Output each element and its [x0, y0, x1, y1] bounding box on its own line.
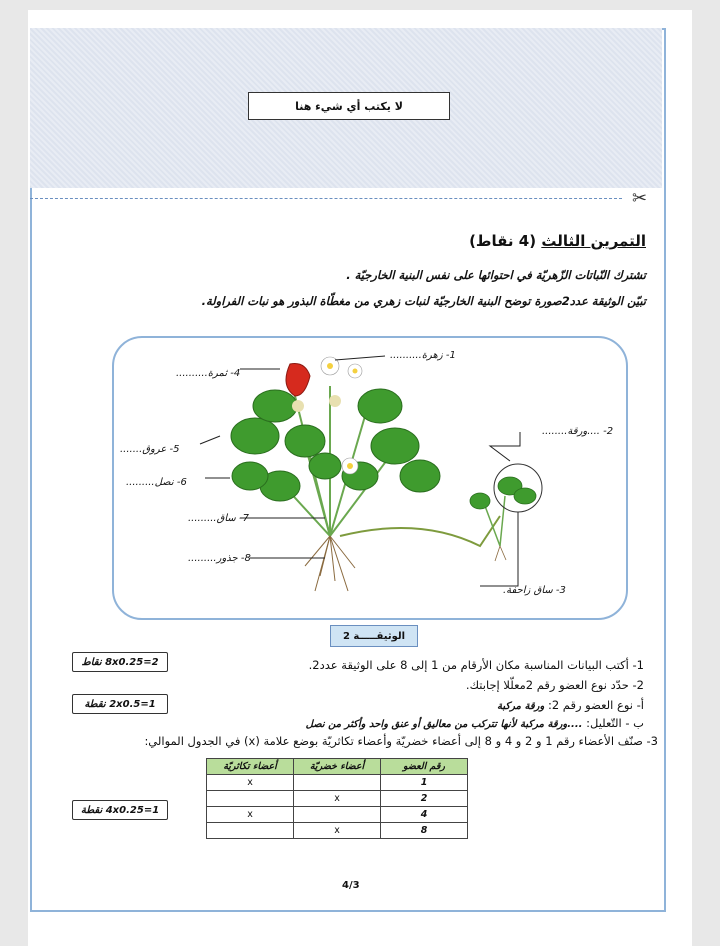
answer-2b-text: ....ورقة مركبة لأنها تتركب من معاليق أو عنق واحد وأكثر من نصل — [305, 719, 583, 730]
answer-2b-label: ب - التّعليل: — [586, 716, 644, 730]
table-header-row — [207, 759, 468, 775]
intro-line-1: تشترك النّباتات الزّهريّة في احتوائها على نفس البنية الخارجيّة . — [346, 268, 646, 282]
table-header-cell: أعضاء خضريّة — [294, 759, 381, 775]
table-cell — [294, 807, 381, 823]
scissors-icon: ✂ — [632, 188, 648, 209]
answer-2a-text: ورقة مركبة — [497, 701, 545, 712]
table-cell: x — [294, 791, 381, 807]
answer-2a — [497, 698, 644, 712]
table-cell: x — [207, 775, 294, 791]
table-cell — [207, 823, 294, 839]
table-row — [207, 823, 468, 839]
score-box-2: 1=2x0.5 نقطة — [72, 694, 168, 714]
no-write-notice: لا يكتب أي شيء هنا — [248, 92, 450, 120]
exercise-points: (4 نقاط) — [469, 232, 537, 250]
question-2: 2- حدّد نوع العضو رقم 2معلّلا إجابتك. — [465, 678, 644, 692]
table-row — [207, 791, 468, 807]
table-cell: 2 — [381, 791, 468, 807]
table-cell: x — [207, 807, 294, 823]
table-header-cell: أعضاء تكاثريّة — [207, 759, 294, 775]
table-cell: 1 — [381, 775, 468, 791]
intro-line-2: تبيّن الوثيقة عدد2صورة توضح البنية الخارجيّة لنبات زهري من مغطّاة البذور هو نبات الفراولة. — [201, 294, 646, 308]
score-box-3: 1=4x0.25 نقطة — [72, 800, 168, 820]
label-2: 2- ....ورقة........ — [542, 426, 614, 437]
exercise-title — [469, 232, 646, 250]
strawberry-plant-illustration — [180, 346, 600, 606]
answer-2b — [306, 716, 644, 730]
question-3: 3- صنّف الأعضاء رقم 1 و 2 و 4 و 8 إلى أعضاء خضريّة وأعضاء تكاثريّة بوضع علامة (x) في الجدول الموالي: — [144, 734, 658, 748]
answer-2a-label: أ- نوع العضو رقم 2: — [547, 698, 644, 712]
table-cell — [207, 791, 294, 807]
table-row — [207, 807, 468, 823]
table-cell — [294, 775, 381, 791]
table-cell: x — [294, 823, 381, 839]
table-row — [207, 775, 468, 791]
label-6: 6- نصل......... — [126, 477, 187, 488]
cut-line — [30, 198, 622, 199]
label-3: 3- ساق زاحفة. — [503, 585, 566, 596]
label-1: 1- زهرة.......... — [390, 350, 456, 361]
table-cell: 8 — [381, 823, 468, 839]
page-number: 4/3 — [342, 880, 360, 891]
label-8: 8- جذور......... — [188, 553, 251, 564]
question-1: 1- أكتب البيانات المناسبة مكان الأرقام من 1 إلى 8 على الوثيقة عدد2. — [308, 658, 644, 672]
table-header-cell: رقم العضو — [381, 759, 468, 775]
label-5: 5- عروق....... — [120, 444, 180, 455]
label-4: 4- ثمرة.......... — [176, 368, 241, 379]
label-7: 7- ساق......... — [188, 513, 249, 524]
classification-table — [206, 758, 468, 839]
table-cell: 4 — [381, 807, 468, 823]
score-box-1: 2=8x0.25 نقاط — [72, 652, 168, 672]
exercise-name: التمرين الثالث — [541, 232, 646, 250]
document-label: الوثيقـــــة 2 — [330, 625, 418, 647]
